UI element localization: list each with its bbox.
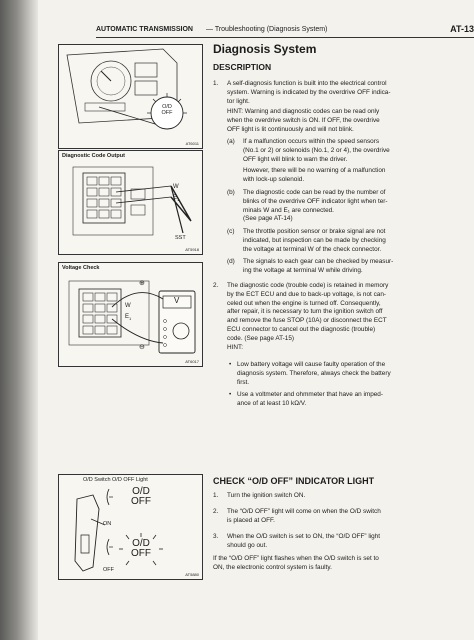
step2-number: 2. (213, 508, 219, 515)
figure-instrument-cluster (58, 44, 203, 149)
text-line: A self-diagnosis function is built into the electrical control (227, 80, 387, 87)
book-binding-shadow (0, 0, 38, 640)
voltmeter-v-label: V (174, 296, 180, 305)
text-line: first. (237, 378, 250, 386)
step3-number: 3. (213, 533, 219, 540)
text-line: ECU connector to cancel out the diagnostic (trouble) (227, 325, 376, 333)
text-line: system. Warning is indicated by the overdrive OFF indica- (227, 88, 391, 96)
text-line: If a malfunction occurs within the speed sensors (243, 138, 380, 145)
step3-text (227, 533, 433, 551)
text-line: However, there will be no warning of a malfunction (243, 167, 386, 174)
page-header (96, 24, 474, 38)
item1a-extra (243, 167, 433, 185)
text-line: The throttle position sensor or brake signal are not (243, 228, 386, 235)
text-line: Low battery voltage will cause faulty operation of the (237, 361, 386, 368)
text-line: If the “O/D OFF” light flashes when the O/D switch is set to (213, 555, 379, 562)
text-line: is placed at OFF. (227, 516, 275, 524)
terminal-e1-label (125, 314, 131, 321)
hint-label: HINT: (227, 343, 243, 351)
terminal-e1-subscript: 1 (177, 197, 180, 203)
figure-id: AT5880 (185, 572, 199, 577)
switch-on-label: ON (103, 521, 112, 527)
bullet-dot: • (229, 361, 232, 368)
text-line: Turn the ignition switch ON. (227, 492, 306, 499)
text-line: blinks of the overdrive OFF indicator light when ter- (243, 197, 388, 205)
text-line: tor light. (227, 97, 250, 105)
text-line: with lock-up solenoid. (243, 175, 305, 183)
header-rule (96, 37, 474, 38)
header-subtitle: — Troubleshooting (Diagnosis System) (206, 26, 328, 33)
text-line: minals W and E₁ are connected. (243, 206, 334, 214)
bullet-dot: • (229, 391, 232, 398)
item1d-label: (d) (227, 258, 235, 265)
text-line: The “O/D OFF” light will come on when the O/D switch (227, 508, 381, 515)
figure-id: AT5918 (185, 247, 199, 252)
odoff-lamp-label (155, 104, 179, 116)
odoff-lamp-unlit-line2: OFF (131, 496, 151, 507)
plus-probe-label: ⊕ (139, 280, 145, 287)
text-line: ance of at least 10 kΩ/V. (237, 399, 307, 407)
item2-bullet1 (237, 361, 433, 387)
figure-title: Voltage Check (62, 265, 100, 271)
sst-label: SST (175, 235, 186, 241)
odoff-lamp-line1: O/D (162, 104, 172, 110)
step2-text (227, 508, 433, 526)
terminal-e1-subscript: 1 (129, 316, 132, 322)
header-section: AUTOMATIC TRANSMISSION (96, 26, 193, 33)
manual-page (38, 0, 474, 640)
item1a-label: (a) (227, 138, 235, 145)
odoff-lamp-lit-line2: OFF (131, 548, 151, 559)
text-line: indicated, but inspection can be made by checking (243, 236, 386, 244)
item1c-text (243, 228, 433, 254)
odoff-lamp-unlit-line1: O/D (132, 486, 150, 497)
text-line: OFF light will blink to warn the driver. (243, 155, 348, 163)
figure-od-switch-light (58, 474, 203, 580)
description-heading: DESCRIPTION (213, 62, 272, 72)
odoff-lamp-lit-line1: O/D (132, 538, 150, 549)
text-line: OFF light is lit continuously and will not blink. (227, 125, 354, 133)
step1-number: 1. (213, 492, 219, 499)
figure-id: AT6011 (185, 141, 199, 146)
text-line: and remove the fuse STOP (10A) or disconnect the ECT (227, 317, 387, 325)
item1b-text (243, 189, 433, 224)
odoff-lamp-unlit (121, 487, 161, 507)
text-line: when the overdrive switch is ON. If OFF, the overdrive (227, 116, 380, 124)
text-line: diagnosis system. Therefore, always check the battery (237, 369, 391, 377)
step1-text (227, 492, 433, 501)
item1a-text (243, 138, 433, 164)
terminal-e1-letter: E (125, 314, 130, 320)
text-line: Use a voltmeter and ohmmeter that have an imped- (237, 391, 383, 398)
text-line: ON, the electronic control system is faulty. (213, 563, 332, 571)
text-line: (No.1 or 2) or solenoids (No.1, 2 or 4), the overdrive (243, 146, 390, 154)
figure-id: AT6017 (185, 359, 199, 364)
item1-text (227, 80, 433, 106)
text-line: When the O/D switch is set to ON, the “O/D OFF” light (227, 533, 381, 540)
text-line: The diagnostic code can be read by the number of (243, 189, 386, 196)
header-page-number: AT-13 (450, 24, 474, 34)
switch-off-label: OFF (103, 567, 114, 573)
odoff-lamp-lit (121, 539, 161, 559)
text-line: by the ECT ECU and due to back-up voltage, is not can- (227, 290, 387, 298)
odoff-lamp-line2: OFF (161, 110, 173, 116)
check-footer (213, 555, 433, 573)
text-line: ing the voltage at terminal W while driving. (243, 266, 363, 274)
text-line: the voltage at terminal W of the check connector. (243, 245, 382, 253)
instrument-cluster-drawing (59, 45, 202, 148)
text-line: HINT: Warning and diagnostic codes can be read only (227, 108, 380, 115)
terminal-e1-letter: E (173, 195, 178, 201)
terminal-e1-label (173, 195, 179, 202)
item2-bullet2 (237, 391, 433, 409)
figure-diagnostic-code-output (58, 150, 203, 255)
text-line: code. (See page AT-15) (227, 334, 295, 342)
item1-number: 1. (213, 80, 219, 87)
text-line: after repair, it is necessary to turn the ignition switch off (227, 308, 383, 316)
item1d-text (243, 258, 433, 276)
item1b-label: (b) (227, 189, 235, 196)
figure-voltage-check (58, 262, 203, 367)
text-line: (See page AT-14) (243, 215, 293, 223)
terminal-w-label: W (125, 303, 131, 309)
item2-number: 2. (213, 282, 219, 289)
figure-title: Diagnostic Code Output (62, 153, 125, 159)
minus-probe-label: ⊖ (139, 344, 145, 351)
item1c-label: (c) (227, 228, 235, 235)
check-heading: CHECK “O/D OFF” INDICATOR LIGHT (213, 476, 375, 486)
text-line: celed out when the engine is turned off. Consequently, (227, 299, 381, 307)
terminal-w-label: W (173, 184, 179, 190)
item2-text (227, 282, 433, 352)
text-line: should go out. (227, 541, 268, 549)
section-title: Diagnosis System (213, 42, 317, 56)
text-line: The signals to each gear can be checked by measur- (243, 258, 394, 265)
figure-title: O/D Switch O/D OFF Light (83, 477, 148, 483)
text-line: The diagnostic code (trouble code) is retained in memory (227, 282, 389, 289)
item1-hint (227, 108, 433, 134)
